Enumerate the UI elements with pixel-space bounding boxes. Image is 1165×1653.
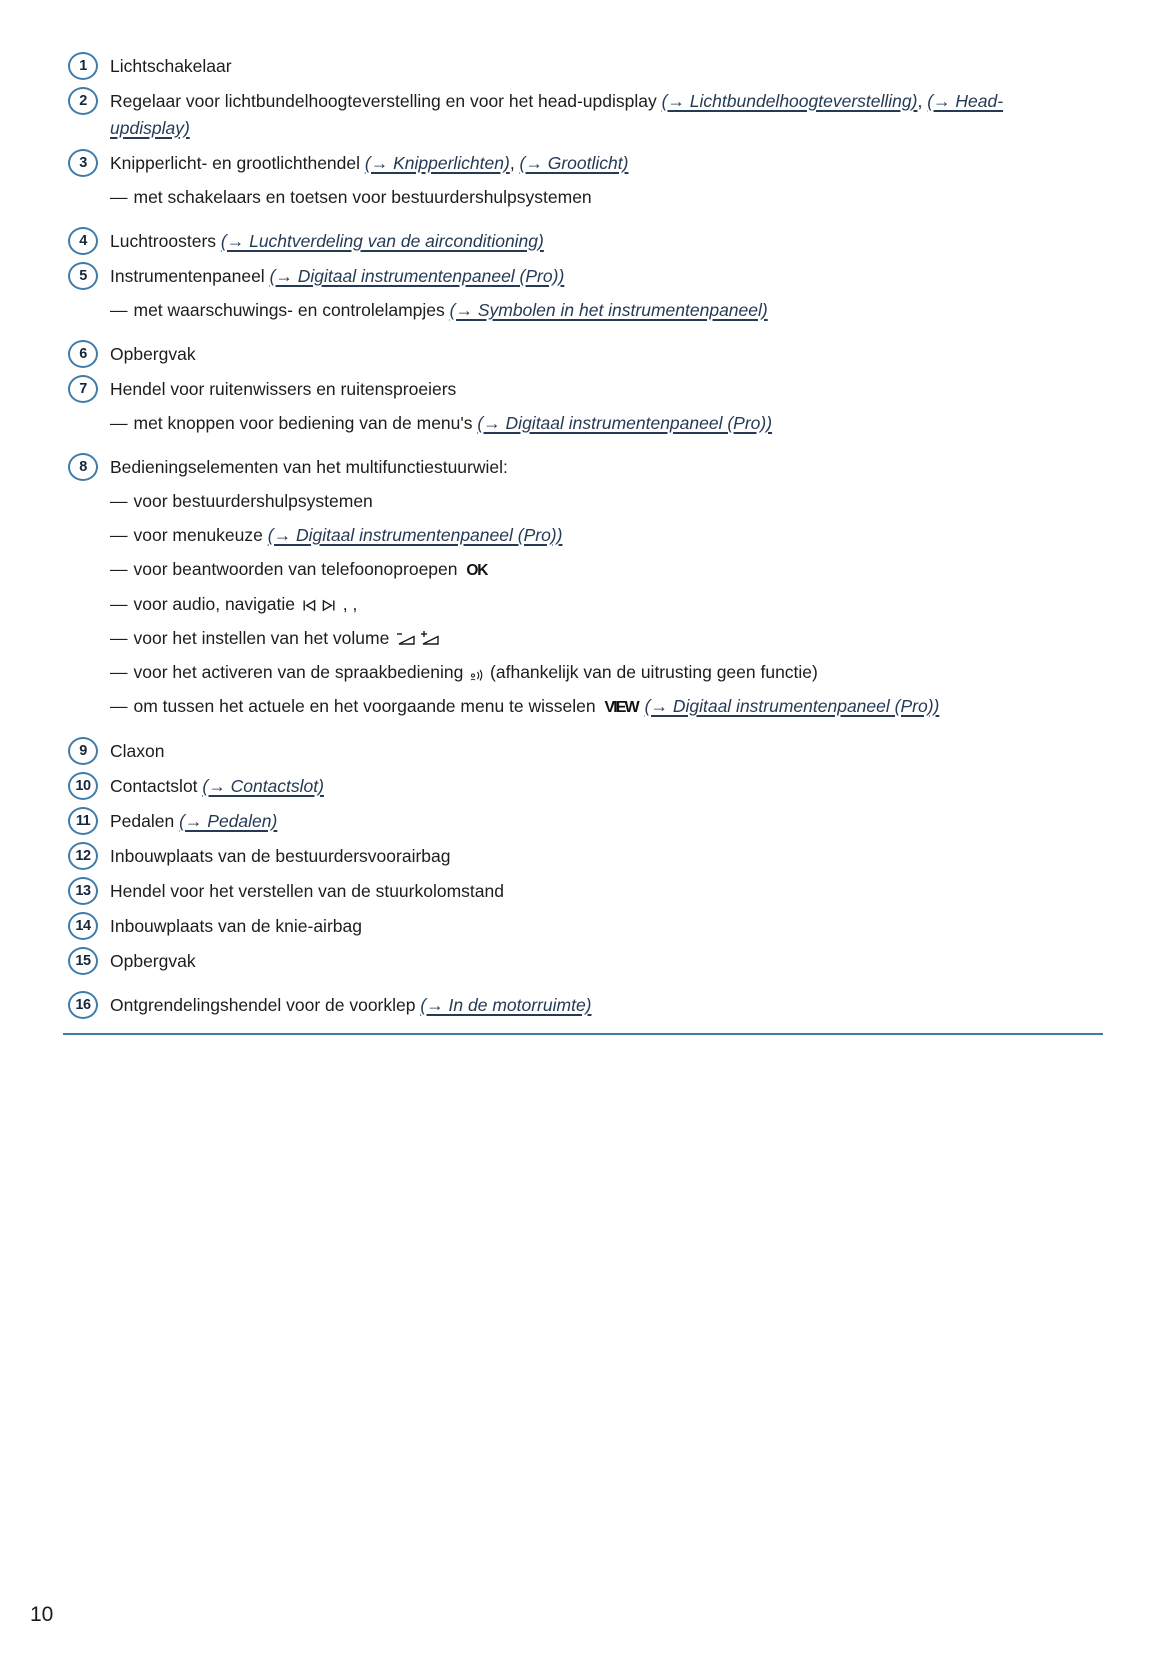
- items-list: [63, 52, 1103, 1019]
- dash-bullet: —: [110, 559, 128, 579]
- sub-item-text: om tussen het actuele en het voorgaande menu te wisselen VIEW (→ Digitaal instrumentenpaneel (Pro)): [133, 696, 940, 716]
- sub-item-text: voor beantwoorden van telefoonoproepen OK: [133, 559, 488, 579]
- item-number-badge: 2: [68, 87, 98, 115]
- item-number-badge: 8: [68, 453, 98, 481]
- item-text: Contactslot (→ Contactslot): [110, 776, 324, 796]
- dash-bullet: —: [110, 413, 128, 433]
- cross-reference-link[interactable]: (→ Luchtverdeling van de airconditioning): [220, 231, 544, 251]
- item-text: Ontgrendelingshendel voor de voorklep (→ In de motorruimte): [110, 995, 592, 1015]
- list-item: [68, 227, 1103, 255]
- item-text: Pedalen (→ Pedalen): [110, 811, 278, 831]
- sub-item-text: voor bestuurdershulpsystemen: [133, 491, 373, 511]
- dash-bullet: —: [110, 300, 128, 320]
- sub-item: [110, 184, 1103, 211]
- item-text: Opbergvak: [110, 344, 196, 364]
- item-text: Instrumentenpaneel (→ Digitaal instrumentenpaneel (Pro)): [110, 266, 565, 286]
- item-number-badge: 5: [68, 262, 98, 290]
- list-item: [68, 772, 1103, 800]
- cross-reference-link[interactable]: (→ In de motorruimte): [420, 995, 592, 1015]
- list-item: [68, 262, 1103, 290]
- item-text: Inbouwplaats van de bestuurdersvoorairbag: [110, 846, 451, 866]
- cross-reference-link[interactable]: (→ Symbolen in het instrumentenpaneel): [449, 300, 768, 320]
- item-text: Regelaar voor lichtbundelhoogteverstelling en voor het head-updisplay (→ Lichtbundelhoogteverstelling), (→ Head- updisplay): [110, 91, 1004, 138]
- sub-item: [110, 659, 1103, 686]
- item-number-badge: 6: [68, 340, 98, 368]
- dash-bullet: —: [110, 525, 128, 545]
- list-item: [68, 149, 1103, 177]
- voice-control-icon: [470, 662, 483, 682]
- content-area: [63, 52, 1103, 1035]
- cross-reference-link[interactable]: (→ Digitaal instrumentenpaneel (Pro)): [644, 696, 940, 716]
- list-item: [68, 877, 1103, 905]
- item-number-badge: 7: [68, 375, 98, 403]
- item-number-badge: 9: [68, 737, 98, 765]
- item-text: Hendel voor ruitenwissers en ruitensproeiers: [110, 379, 457, 399]
- list-item: [68, 453, 1103, 481]
- list-item: [68, 842, 1103, 870]
- item-text: Inbouwplaats van de knie-airbag: [110, 916, 362, 936]
- next-track-icon: [321, 594, 336, 614]
- page-number: 10: [30, 1603, 54, 1626]
- item-text: Luchtroosters (→ Luchtverdeling van de airconditioning): [110, 231, 544, 251]
- item-text: Knipperlicht- en grootlichthendel (→ Knipperlichten), (→ Grootlicht): [110, 153, 629, 173]
- item-text: Opbergvak: [110, 951, 196, 971]
- sub-item-text: met waarschuwings- en controlelampjes (→ Symbolen in het instrumentenpaneel): [133, 300, 768, 320]
- sub-item: [110, 297, 1103, 324]
- cross-reference-link[interactable]: (→ Pedalen): [179, 811, 278, 831]
- cross-reference-link[interactable]: (→ Lichtbundelhoogteverstelling): [661, 91, 918, 111]
- item-number-badge: 16: [68, 991, 98, 1019]
- sub-item-text: voor het activeren van de spraakbediening (afhankelijk van de uitrusting geen functie): [133, 662, 818, 682]
- list-item: [68, 52, 1103, 80]
- footer-divider: [63, 1033, 1103, 1035]
- sub-item: [110, 625, 1103, 652]
- list-item: [68, 87, 1103, 142]
- item-text: Hendel voor het verstellen van de stuurkolomstand: [110, 881, 504, 901]
- cross-reference-link[interactable]: (→ Digitaal instrumentenpaneel (Pro)): [269, 266, 565, 286]
- cross-reference-link[interactable]: (→ Head-: [927, 91, 1004, 111]
- item-number-badge: 15: [68, 947, 98, 975]
- item-text: Bedieningselementen van het multifunctiestuurwiel:: [110, 457, 508, 477]
- sub-item: [110, 410, 1103, 437]
- item-text: Claxon: [110, 741, 165, 761]
- ok-button-icon: OK: [466, 562, 488, 579]
- list-item: [68, 991, 1103, 1019]
- sub-item-text: voor audio, navigatie , ,: [133, 594, 358, 614]
- item-number-badge: 14: [68, 912, 98, 940]
- sub-item: [110, 522, 1103, 549]
- dash-bullet: —: [110, 628, 128, 648]
- dash-bullet: —: [110, 594, 128, 614]
- item-number-badge: 1: [68, 52, 98, 80]
- sub-item-text: met schakelaars en toetsen voor bestuurdershulpsystemen: [133, 187, 592, 207]
- volume-up-icon: [420, 628, 440, 648]
- list-item: [68, 737, 1103, 765]
- sub-item: [110, 556, 1103, 584]
- list-item: [68, 375, 1103, 403]
- view-button-icon: VIEW: [604, 699, 638, 716]
- item-number-badge: 4: [68, 227, 98, 255]
- item-number-badge: 3: [68, 149, 98, 177]
- item-number-badge: 12: [68, 842, 98, 870]
- dash-bullet: —: [110, 662, 128, 682]
- list-item: [68, 340, 1103, 368]
- dash-bullet: —: [110, 491, 128, 511]
- sub-item-text: met knoppen voor bediening van de menu's (→ Digitaal instrumentenpaneel (Pro)): [133, 413, 773, 433]
- previous-track-icon: [302, 594, 317, 614]
- sub-item: [110, 591, 1103, 618]
- item-number-badge: 11: [68, 807, 98, 835]
- list-item: [68, 912, 1103, 940]
- cross-reference-link[interactable]: updisplay): [110, 118, 190, 138]
- item-number-badge: 10: [68, 772, 98, 800]
- cross-reference-link[interactable]: (→ Digitaal instrumentenpaneel (Pro)): [267, 525, 563, 545]
- cross-reference-link[interactable]: (→ Digitaal instrumentenpaneel (Pro)): [477, 413, 773, 433]
- dash-bullet: —: [110, 696, 128, 716]
- cross-reference-link[interactable]: (→ Knipperlichten): [364, 153, 510, 173]
- sub-item-text: voor menukeuze (→ Digitaal instrumentenpaneel (Pro)): [133, 525, 563, 545]
- volume-down-icon: [396, 628, 416, 648]
- item-text: Lichtschakelaar: [110, 56, 232, 76]
- cross-reference-link[interactable]: (→ Grootlicht): [519, 153, 629, 173]
- cross-reference-link[interactable]: (→ Contactslot): [202, 776, 324, 796]
- sub-item: [110, 693, 1103, 721]
- list-item: [68, 807, 1103, 835]
- list-item: [68, 947, 1103, 975]
- dash-bullet: —: [110, 187, 128, 207]
- sub-item: [110, 488, 1103, 515]
- sub-item-text: voor het instellen van het volume: [134, 628, 443, 648]
- item-number-badge: 13: [68, 877, 98, 905]
